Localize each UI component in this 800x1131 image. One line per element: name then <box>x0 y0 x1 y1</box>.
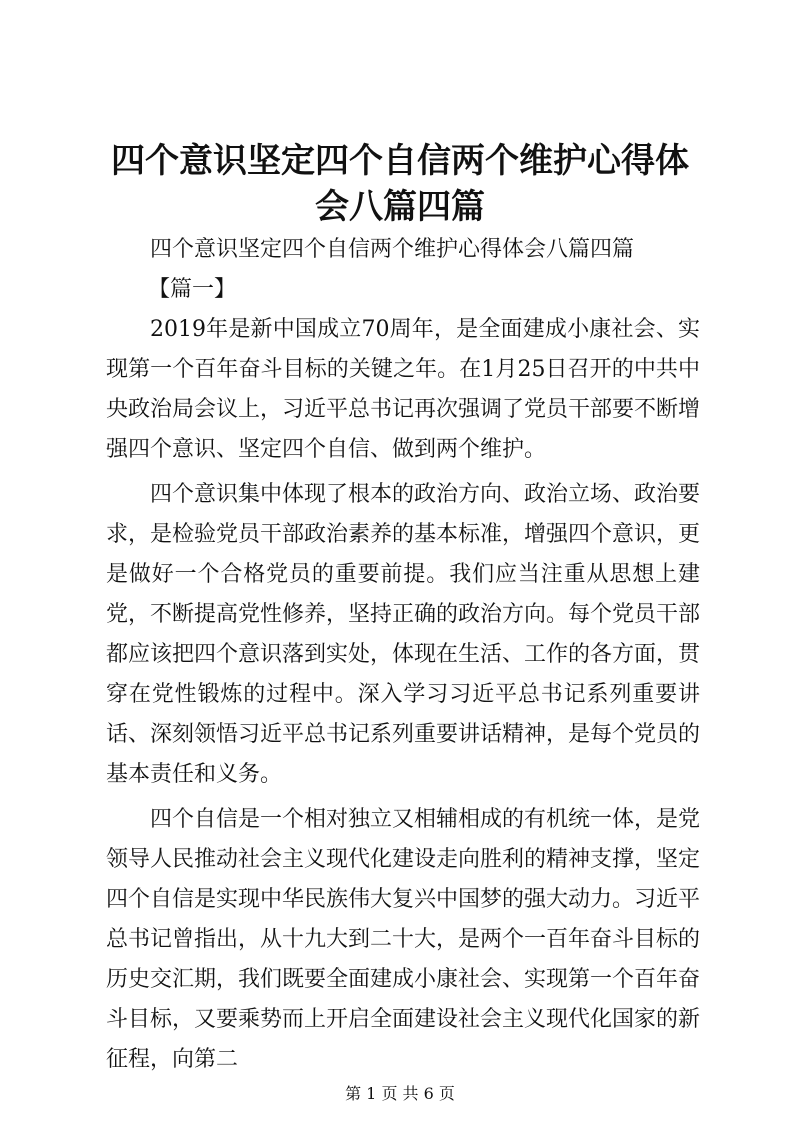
document-title: 四个意识坚定四个自信两个维护心得体会八篇四篇 <box>111 141 689 227</box>
document-subtitle: 四个意识坚定四个自信两个维护心得体会八篇四篇 <box>150 237 635 262</box>
paragraph-2: 四个意识集中体现了根本的政治方向、政治立场、政治要求，是检验党员干部政治素养的基本标准，增强四个意识，更是做好一个合格党员的重要前提。我们应当注重从思想上建党，不断提高党性修养，坚持正确的政治方向。每个党员干部都应该把四个意识落到实处，体现在生活、工作的各方面，贯穿在党性锻炼的过程中。深入学习习近平总书记系列重要讲话、深刻领悟习近平总书记系列重要讲话精神，是每个党员的基本责任和义务。 <box>106 482 701 787</box>
section-label: 【篇一】 <box>148 277 237 302</box>
document-body <box>106 230 700 1085</box>
paragraph-1: 2019年是新中国成立70周年，是全面建成小康社会、实现第一个百年奋斗目标的关键之年。在1月25日召开的中共中央政治局会议上，习近平总书记再次强调了党员干部要不断增强四个意识、坚定四个自信、做到两个维护。 <box>106 317 701 462</box>
paragraph-3: 四个自信是一个相对独立又相辅相成的有机统一体，是党领导人民推动社会主义现代化建设走向胜利的精神支撑，坚定四个自信是实现中华民族伟大复兴中国梦的强大动力。习近平总书记曾指出，从十九大到二十大，是两个一百年奋斗目标的历史交汇期，我们既要全面建成小康社会、实现第一个百年奋斗目标，又要乘势而上开启全面建设社会主义现代化国家的新征程，向第二 <box>106 807 701 1072</box>
page-footer: 第 1 页 共 6 页 <box>345 1084 455 1103</box>
